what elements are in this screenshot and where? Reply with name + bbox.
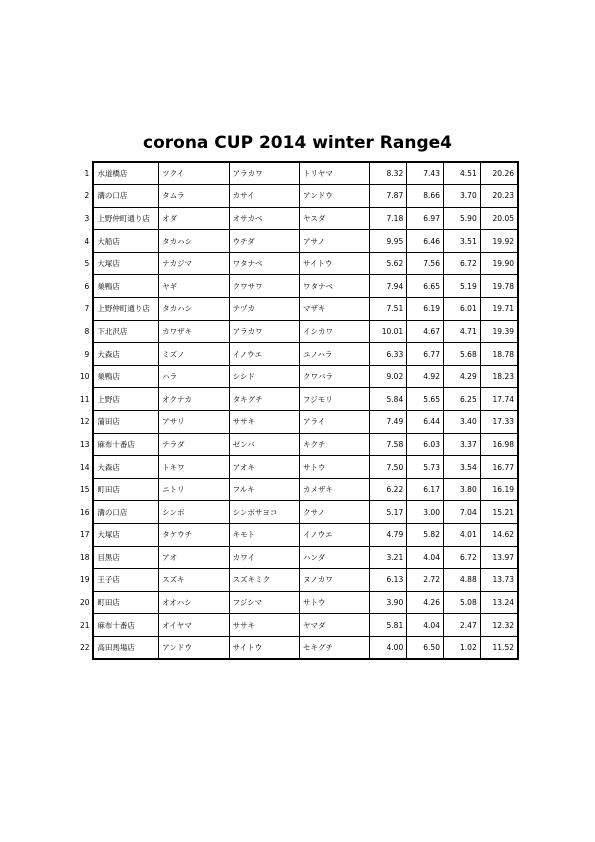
score2-cell: 6.46 bbox=[407, 230, 444, 253]
total-cell: 20.05 bbox=[480, 207, 518, 230]
store-cell: 上野仲町通り店 bbox=[93, 298, 158, 321]
score3-cell: 3.80 bbox=[443, 478, 480, 501]
score1-cell: 9.02 bbox=[370, 365, 407, 388]
member2-cell: クワサワ bbox=[229, 275, 299, 298]
score2-cell: 4.26 bbox=[407, 591, 444, 614]
score3-cell: 6.01 bbox=[443, 298, 480, 321]
table-row bbox=[77, 207, 518, 230]
score1-cell: 7.49 bbox=[370, 411, 407, 434]
table-row bbox=[77, 388, 518, 411]
member3-cell: マザキ bbox=[300, 298, 370, 321]
rank-cell: 3 bbox=[84, 213, 90, 223]
store-cell: 上野店 bbox=[93, 388, 158, 411]
score1-cell: 6.33 bbox=[370, 343, 407, 366]
results-table-body bbox=[77, 162, 518, 659]
score1-cell: 5.17 bbox=[370, 501, 407, 524]
member1-cell: ミズノ bbox=[159, 343, 229, 366]
score2-cell: 5.65 bbox=[407, 388, 444, 411]
store-cell: 大塚店 bbox=[93, 252, 158, 275]
table-row bbox=[77, 230, 518, 253]
member2-cell: フルキ bbox=[229, 478, 299, 501]
score1-cell: 6.22 bbox=[370, 478, 407, 501]
table-row bbox=[77, 456, 518, 479]
member3-cell: イシカワ bbox=[300, 320, 370, 343]
total-cell: 20.26 bbox=[480, 162, 518, 185]
member1-cell: タカハシ bbox=[159, 230, 229, 253]
rank-cell: 5 bbox=[84, 259, 90, 269]
table-row bbox=[77, 524, 518, 547]
member1-cell: アオ bbox=[159, 546, 229, 569]
table-row bbox=[77, 343, 518, 366]
total-cell: 16.98 bbox=[480, 433, 518, 456]
rank-cell: 10 bbox=[80, 372, 90, 382]
member2-cell: サイトウ bbox=[229, 636, 299, 659]
table-row bbox=[77, 433, 518, 456]
score3-cell: 4.29 bbox=[443, 365, 480, 388]
store-cell: 麻布十番店 bbox=[93, 614, 158, 637]
score1-cell: 5.84 bbox=[370, 388, 407, 411]
score1-cell: 4.79 bbox=[370, 524, 407, 547]
score3-cell: 5.19 bbox=[443, 275, 480, 298]
score2-cell: 5.82 bbox=[407, 524, 444, 547]
store-cell: 町田店 bbox=[93, 591, 158, 614]
page-title: corona CUP 2014 winter Range4 bbox=[143, 133, 452, 153]
store-cell: 高田馬場店 bbox=[93, 636, 158, 659]
score2-cell: 6.19 bbox=[407, 298, 444, 321]
member2-cell: アラカワ bbox=[229, 320, 299, 343]
member3-cell: アンドウ bbox=[300, 185, 370, 208]
total-cell: 17.33 bbox=[480, 411, 518, 434]
score3-cell: 2.47 bbox=[443, 614, 480, 637]
member3-cell: アライ bbox=[300, 411, 370, 434]
score2-cell: 4.92 bbox=[407, 365, 444, 388]
member3-cell: ユノハラ bbox=[300, 343, 370, 366]
total-cell: 19.78 bbox=[480, 275, 518, 298]
member3-cell: ヤスダ bbox=[300, 207, 370, 230]
store-cell: 水道橋店 bbox=[93, 162, 158, 185]
score3-cell: 4.88 bbox=[443, 569, 480, 592]
table-row bbox=[77, 252, 518, 275]
score3-cell: 6.72 bbox=[443, 546, 480, 569]
member2-cell: カワイ bbox=[229, 546, 299, 569]
rank-cell: 19 bbox=[80, 575, 90, 585]
member1-cell: オオハシ bbox=[159, 591, 229, 614]
member1-cell: オダ bbox=[159, 207, 229, 230]
member3-cell: サトウ bbox=[300, 456, 370, 479]
table-row bbox=[77, 614, 518, 637]
score1-cell: 6.13 bbox=[370, 569, 407, 592]
member1-cell: ツクイ bbox=[159, 162, 229, 185]
member3-cell: クワバラ bbox=[300, 365, 370, 388]
total-cell: 19.39 bbox=[480, 320, 518, 343]
member2-cell: キモト bbox=[229, 524, 299, 547]
score2-cell: 6.44 bbox=[407, 411, 444, 434]
store-cell: 大塚店 bbox=[93, 524, 158, 547]
score3-cell: 3.37 bbox=[443, 433, 480, 456]
member2-cell: テヅカ bbox=[229, 298, 299, 321]
score2-cell: 5.73 bbox=[407, 456, 444, 479]
rank-cell: 1 bbox=[84, 168, 90, 178]
rank-cell: 4 bbox=[84, 236, 90, 246]
member1-cell: タケウチ bbox=[159, 524, 229, 547]
score1-cell: 9.95 bbox=[370, 230, 407, 253]
member2-cell: アオキ bbox=[229, 456, 299, 479]
total-cell: 18.78 bbox=[480, 343, 518, 366]
table-row bbox=[77, 320, 518, 343]
score2-cell: 6.77 bbox=[407, 343, 444, 366]
total-cell: 13.97 bbox=[480, 546, 518, 569]
member1-cell: オクナカ bbox=[159, 388, 229, 411]
score2-cell: 8.66 bbox=[407, 185, 444, 208]
table-row bbox=[77, 478, 518, 501]
total-cell: 19.71 bbox=[480, 298, 518, 321]
total-cell: 15.21 bbox=[480, 501, 518, 524]
score1-cell: 7.18 bbox=[370, 207, 407, 230]
rank-cell: 21 bbox=[80, 620, 90, 630]
score2-cell: 3.00 bbox=[407, 501, 444, 524]
total-cell: 14.62 bbox=[480, 524, 518, 547]
table-row bbox=[77, 162, 518, 185]
member3-cell: トリヤマ bbox=[300, 162, 370, 185]
score3-cell: 5.90 bbox=[443, 207, 480, 230]
score3-cell: 4.01 bbox=[443, 524, 480, 547]
store-cell: 上野仲町通り店 bbox=[93, 207, 158, 230]
store-cell: 溝の口店 bbox=[93, 185, 158, 208]
score1-cell: 7.94 bbox=[370, 275, 407, 298]
total-cell: 16.19 bbox=[480, 478, 518, 501]
score3-cell: 6.72 bbox=[443, 252, 480, 275]
member2-cell: シンボサヨコ bbox=[229, 501, 299, 524]
member1-cell: シンボ bbox=[159, 501, 229, 524]
table-row bbox=[77, 591, 518, 614]
store-cell: 大森店 bbox=[93, 456, 158, 479]
rank-cell: 12 bbox=[80, 417, 90, 427]
member3-cell: キクチ bbox=[300, 433, 370, 456]
member2-cell: ササキ bbox=[229, 614, 299, 637]
member2-cell: シシド bbox=[229, 365, 299, 388]
score2-cell: 6.65 bbox=[407, 275, 444, 298]
results-table bbox=[77, 161, 519, 660]
score1-cell: 4.00 bbox=[370, 636, 407, 659]
member2-cell: アラカワ bbox=[229, 162, 299, 185]
member2-cell: ウチダ bbox=[229, 230, 299, 253]
member3-cell: フジモリ bbox=[300, 388, 370, 411]
member1-cell: カワザキ bbox=[159, 320, 229, 343]
table-row bbox=[77, 501, 518, 524]
store-cell: 蒲田店 bbox=[93, 411, 158, 434]
score1-cell: 5.62 bbox=[370, 252, 407, 275]
member3-cell: サイトウ bbox=[300, 252, 370, 275]
member2-cell: オサカベ bbox=[229, 207, 299, 230]
score2-cell: 2.72 bbox=[407, 569, 444, 592]
score3-cell: 5.68 bbox=[443, 343, 480, 366]
rank-cell: 20 bbox=[80, 598, 90, 608]
rank-cell: 9 bbox=[84, 349, 90, 359]
total-cell: 20.23 bbox=[480, 185, 518, 208]
score2-cell: 6.97 bbox=[407, 207, 444, 230]
store-cell: 巣鴨店 bbox=[93, 275, 158, 298]
rank-cell: 16 bbox=[80, 507, 90, 517]
member3-cell: サトウ bbox=[300, 591, 370, 614]
member1-cell: タカハシ bbox=[159, 298, 229, 321]
score3-cell: 6.25 bbox=[443, 388, 480, 411]
score2-cell: 4.67 bbox=[407, 320, 444, 343]
total-cell: 13.24 bbox=[480, 591, 518, 614]
score3-cell: 3.70 bbox=[443, 185, 480, 208]
member1-cell: アンドウ bbox=[159, 636, 229, 659]
member3-cell: ヌノカワ bbox=[300, 569, 370, 592]
rank-cell: 22 bbox=[80, 643, 90, 653]
rank-cell: 18 bbox=[80, 552, 90, 562]
member3-cell: クサノ bbox=[300, 501, 370, 524]
member3-cell: ハンダ bbox=[300, 546, 370, 569]
table-row bbox=[77, 546, 518, 569]
store-cell: 巣鴨店 bbox=[93, 365, 158, 388]
score2-cell: 7.56 bbox=[407, 252, 444, 275]
score2-cell: 4.04 bbox=[407, 546, 444, 569]
store-cell: 下北沢店 bbox=[93, 320, 158, 343]
total-cell: 13.73 bbox=[480, 569, 518, 592]
member1-cell: テラダ bbox=[159, 433, 229, 456]
rank-cell: 15 bbox=[80, 485, 90, 495]
member2-cell: タキグチ bbox=[229, 388, 299, 411]
member2-cell: スズキミク bbox=[229, 569, 299, 592]
score3-cell: 1.02 bbox=[443, 636, 480, 659]
member1-cell: オイヤマ bbox=[159, 614, 229, 637]
score3-cell: 3.40 bbox=[443, 411, 480, 434]
rank-cell: 7 bbox=[84, 304, 90, 314]
score1-cell: 7.58 bbox=[370, 433, 407, 456]
member1-cell: ハラ bbox=[159, 365, 229, 388]
member2-cell: カサイ bbox=[229, 185, 299, 208]
store-cell: 町田店 bbox=[93, 478, 158, 501]
score1-cell: 5.81 bbox=[370, 614, 407, 637]
member2-cell: フジシマ bbox=[229, 591, 299, 614]
score3-cell: 5.08 bbox=[443, 591, 480, 614]
table-row bbox=[77, 636, 518, 659]
score1-cell: 7.51 bbox=[370, 298, 407, 321]
member2-cell: イノウエ bbox=[229, 343, 299, 366]
member1-cell: アサリ bbox=[159, 411, 229, 434]
table-row bbox=[77, 411, 518, 434]
score1-cell: 8.32 bbox=[370, 162, 407, 185]
score1-cell: 3.21 bbox=[370, 546, 407, 569]
total-cell: 12.32 bbox=[480, 614, 518, 637]
rank-cell: 6 bbox=[84, 281, 90, 291]
member3-cell: カメザキ bbox=[300, 478, 370, 501]
store-cell: 目黒店 bbox=[93, 546, 158, 569]
score1-cell: 10.01 bbox=[370, 320, 407, 343]
score2-cell: 6.50 bbox=[407, 636, 444, 659]
total-cell: 19.90 bbox=[480, 252, 518, 275]
member3-cell: ワタナベ bbox=[300, 275, 370, 298]
total-cell: 16.77 bbox=[480, 456, 518, 479]
score2-cell: 7.43 bbox=[407, 162, 444, 185]
table-row bbox=[77, 365, 518, 388]
store-cell: 溝の口店 bbox=[93, 501, 158, 524]
member1-cell: ヤギ bbox=[159, 275, 229, 298]
rank-cell: 14 bbox=[80, 462, 90, 472]
total-cell: 18.23 bbox=[480, 365, 518, 388]
store-cell: 大森店 bbox=[93, 343, 158, 366]
member3-cell: ヤマダ bbox=[300, 614, 370, 637]
score3-cell: 3.51 bbox=[443, 230, 480, 253]
score3-cell: 4.71 bbox=[443, 320, 480, 343]
member1-cell: トキワ bbox=[159, 456, 229, 479]
member3-cell: イノウエ bbox=[300, 524, 370, 547]
table-row bbox=[77, 298, 518, 321]
store-cell: 麻布十番店 bbox=[93, 433, 158, 456]
rank-cell: 11 bbox=[80, 394, 90, 404]
score3-cell: 3.54 bbox=[443, 456, 480, 479]
rank-cell: 2 bbox=[84, 191, 90, 201]
score1-cell: 3.90 bbox=[370, 591, 407, 614]
table-row bbox=[77, 569, 518, 592]
total-cell: 11.52 bbox=[480, 636, 518, 659]
member1-cell: スズキ bbox=[159, 569, 229, 592]
score1-cell: 7.87 bbox=[370, 185, 407, 208]
rank-cell: 13 bbox=[80, 439, 90, 449]
member1-cell: タムラ bbox=[159, 185, 229, 208]
score3-cell: 4.51 bbox=[443, 162, 480, 185]
score2-cell: 6.03 bbox=[407, 433, 444, 456]
member1-cell: ニトリ bbox=[159, 478, 229, 501]
score3-cell: 7.04 bbox=[443, 501, 480, 524]
table-row bbox=[77, 275, 518, 298]
score1-cell: 7.50 bbox=[370, 456, 407, 479]
store-cell: 王子店 bbox=[93, 569, 158, 592]
rank-cell: 17 bbox=[80, 530, 90, 540]
member3-cell: セキグチ bbox=[300, 636, 370, 659]
store-cell: 大船店 bbox=[93, 230, 158, 253]
total-cell: 17.74 bbox=[480, 388, 518, 411]
member1-cell: ナカジマ bbox=[159, 252, 229, 275]
total-cell: 19.92 bbox=[480, 230, 518, 253]
member2-cell: ゼンバ bbox=[229, 433, 299, 456]
member3-cell: アサノ bbox=[300, 230, 370, 253]
member2-cell: ワタナベ bbox=[229, 252, 299, 275]
table-row bbox=[77, 185, 518, 208]
score2-cell: 6.17 bbox=[407, 478, 444, 501]
member2-cell: ササキ bbox=[229, 411, 299, 434]
score2-cell: 4.04 bbox=[407, 614, 444, 637]
rank-cell: 8 bbox=[84, 326, 90, 336]
